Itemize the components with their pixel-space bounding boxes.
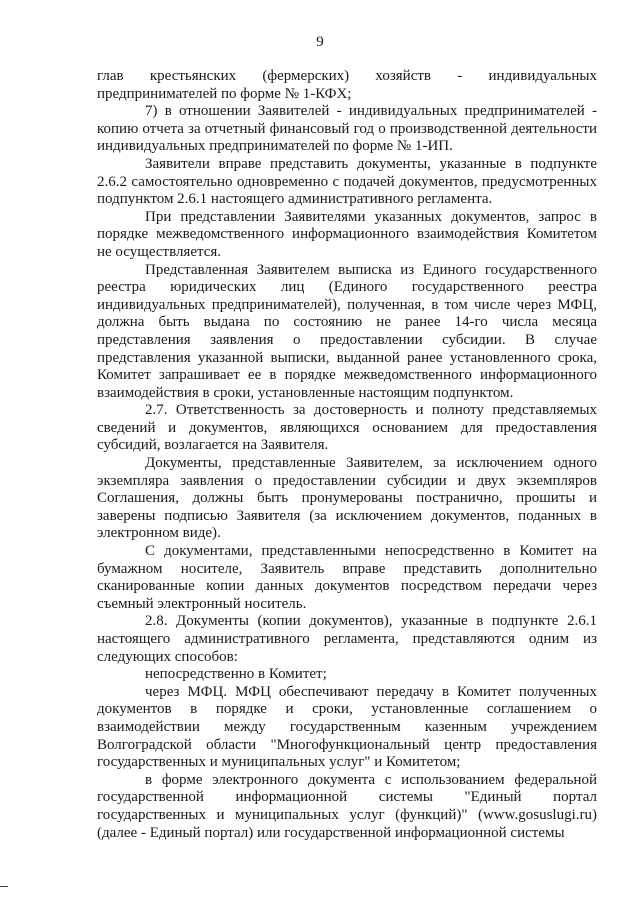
scan-margin-mark [0, 886, 8, 887]
paragraph-method-mfc: через МФЦ. МФЦ обеспечивают передачу в Комитет полученных документов в порядке и сроки, установленные соглашением о взаимодействии между государственным казенным учреждением Волгоградской области "Многофункциональный центр предоставления государственных и муниципальных услуг" и Комитетом; [97, 683, 597, 771]
paragraph-method-electronic: в форме электронного документа с использованием федеральной государственной информационной системы "Единый портал государственных и муниципальных услуг (функций)" (www.gosuslugi.ru) (далее - Единый портал) или государственной информационной системы [97, 771, 597, 841]
paragraph-continuation: глав крестьянских (фермерских) хозяйств - индивидуальных предпринимателей по форме № 1-КФХ; [97, 68, 597, 102]
document-body [97, 68, 597, 842]
paragraph-registry-extract: Представленная Заявителем выписка из Единого государственного реестра юридических лиц (Единого государственного реестра индивидуальных предпринимателей), полученная, в том числе через МФЦ, должна быть выдана по состоянию не ранее 14-го числа месяца представления заявления о предоставлении субсидии. В случае представления указанной выписки, выданной ранее установленного срока, Комитет запрашивает ее в порядке межведомственного информационного взаимодействия в сроки, установленные настоящим подпунктом. [97, 261, 597, 401]
paragraph-optional-documents: Заявители вправе представить документы, указанные в подпункте 2.6.2 самостоятельно одновременно с подачей документов, предусмотренных подпунктом 2.6.1 настоящего административного регламента. [97, 155, 597, 208]
paragraph-interagency-request: При представлении Заявителями указанных документов, запрос в порядке межведомственного информационного взаимодействия Комитетом не осуществляется. [97, 208, 597, 260]
paragraph-method-direct: непосредственно в Комитет; [145, 666, 327, 683]
paragraph-section-2-8: 2.8. Документы (копии документов), указанные в подпункте 2.6.1 настоящего административного регламента, представляются одним из следующих способов: [97, 613, 597, 665]
paragraph-scanned-copies: С документами, представленными непосредственно в Комитет на бумажном носителе, Заявитель вправе представить дополнительно сканированные копии данных документов посредством передачи через съемный электронный носитель. [97, 543, 597, 612]
paragraph-section-2-7: 2.7. Ответственность за достоверность и полноту представляемых сведений и документов, являющихся основанием для предоставления субсидий, возлагается на Заявителя. [97, 402, 597, 454]
paragraph-documents-numbering: Документы, представленные Заявителем, за исключением одного экземпляра заявления о предоставлении субсидии и двух экземпляров Соглашения, должны быть пронумерованы постранично, прошиты и заверены подписью Заявителя (за исключением документов, поданных в электронном виде). [97, 455, 597, 542]
page-number: 9 [316, 34, 324, 50]
paragraph-item-7: 7) в отношении Заявителей - индивидуальных предпринимателей - копию отчета за отчетный финансовый год о производственной деятельности индивидуальных предпринимателей по форме № 1-ИП. [97, 103, 597, 155]
